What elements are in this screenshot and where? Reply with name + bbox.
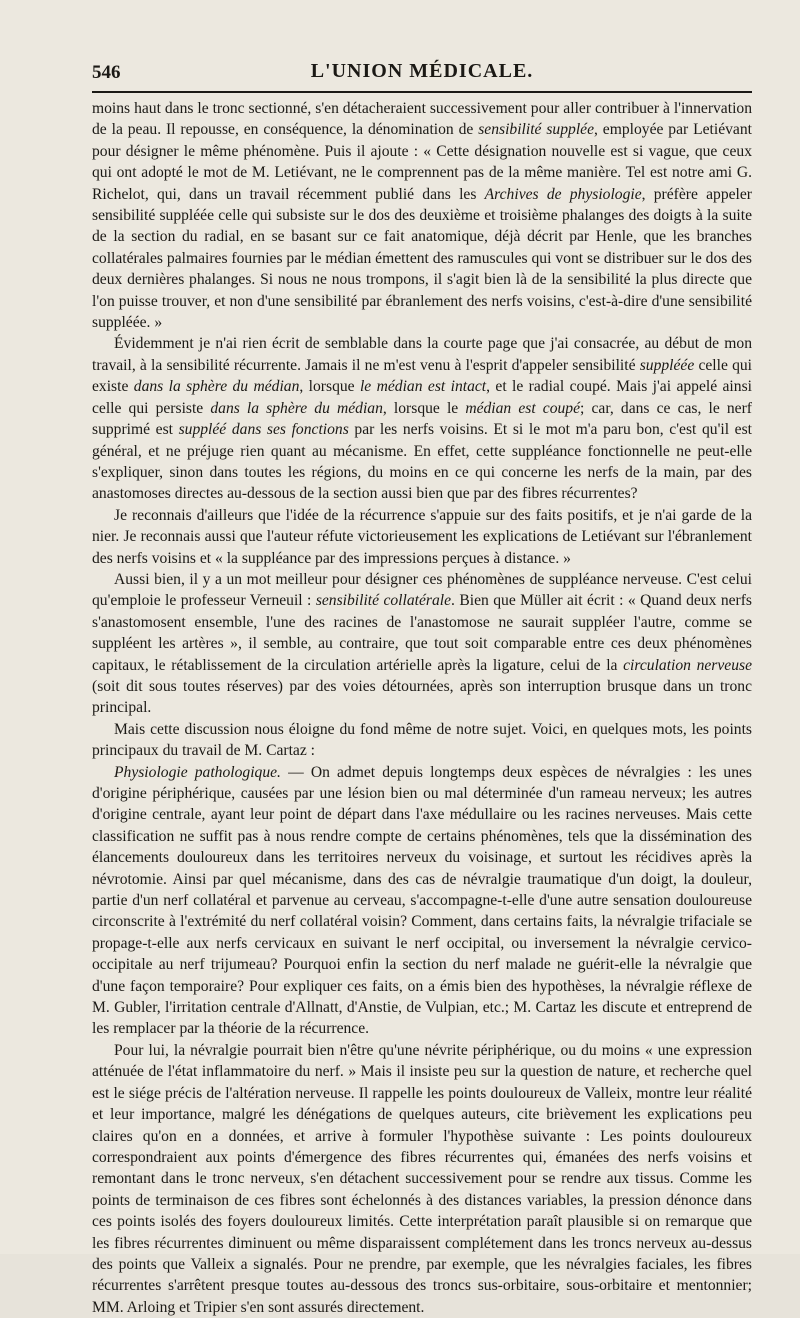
paragraph	[92, 1040, 752, 1318]
text-run: Aussi bien, il y a un mot meilleur pour désigner ces phénomènes de suppléance nerveuse. C'est celui qu'emploie le professeur Verneuil :	[92, 570, 752, 610]
paragraph	[92, 333, 752, 504]
italic-run: dans la sphère du médian	[133, 378, 300, 396]
italic-run: suppléé dans ses fonctions	[178, 421, 349, 439]
text-run: Je reconnais d'ailleurs que l'idée de la récurrence s'appuie sur des faits positifs, et je n'ai garde de la nier. Je reconnais aussi que l'auteur réfute victorieusement les explications de Letiévant sur l'ébranlement des nerfs voisins et « la suppléance par des impressions perçues à distance. »	[92, 506, 752, 567]
header-rule	[92, 91, 752, 93]
paragraph	[92, 98, 752, 333]
paragraph	[92, 762, 752, 1040]
paragraph	[92, 569, 752, 719]
italic-run: suppléée	[639, 356, 695, 374]
paragraph	[92, 719, 752, 762]
text-run: , lorsque	[299, 378, 360, 396]
italic-run: médian est coupé	[465, 399, 581, 417]
text-run: Pour lui, la névralgie pourrait bien n'être qu'une névrite périphérique, ou du moins « une expression atténuée de l'état inflammatoire du nerf. » Mais il insiste peu sur la question de nature, et recherche quel est le siége précis de l'altération nerveuse. Il rappelle les points douloureux de Valleix, montre leur réalité et leur importance, malgré les dénégations de quelques auteurs, cite brièvement les explications peu claires qu'on en a données, et arrive à formuler l'hypothèse suivante : Les points douloureux correspondraient aux points d'émergence des fibres récurrentes qui, émanées des nerfs voisins et remontant dans le tronc nerveux, s'en détachent successivement pour se rendre aux tissus. Comme les points de terminaison de ces fibres sont échelonnés à des distances variables, la pression dénonce dans ces points isolés des foyers douloureux limités. Cette interprétation paraît plausible si on remarque que les fibres récurrentes diminuent ou même disparaissent complétement dans les troncs nerveux au-dessus des points que Valleix a signalés. Pour ne prendre, par exemple, que les névralgies faciales, les fibres récurrentes s'arrêtent presque toutes au-dessous des troncs sus-orbitaire, sous-orbitaire et mentonnier; MM. Arloing et Tripier s'en sont assurés directement.	[92, 1041, 752, 1316]
italic-run: circulation nerveuse	[623, 656, 752, 674]
italic-run: sensibilité collatérale	[315, 592, 452, 610]
page-number: 546	[92, 62, 121, 83]
paragraph	[92, 505, 752, 569]
italic-run: Archives de physiologie	[484, 185, 642, 203]
text-run: moins haut dans le tronc sectionné, s'en détacheraient successivement pour aller contribuer à l'innervation de la peau. Il repousse, en conséquence, la dénomination de	[92, 100, 752, 139]
page-header	[92, 58, 752, 88]
text-run: . Bien que Müller ait écrit : « Quand deux nerfs s'anastomosent ensemble, l'une des racines de l'anastomose ne saurait suppléer l'autre, comme se suppléent les artères », il semble, au contraire, que tout soit comparable entre ces deux phénomènes capitaux, le rétablissement de la circulation artérielle après la ligature, celui de la	[92, 592, 752, 674]
text-run: , et le radial coupé. Mais j'ai appelé ainsi celle qui persiste	[92, 378, 752, 417]
text-run: , lorsque le	[382, 399, 466, 417]
italic-run: Physiologie pathologique.	[114, 763, 281, 781]
italic-run: le médian est intact	[359, 378, 487, 396]
running-title: L'UNION MÉDICALE.	[310, 60, 534, 82]
text-run: par les nerfs voisins. Et si le mot m'a paru bon, c'est qu'il est général, et ne préjuge rien quant au mécanisme. En effet, cette suppléance fonctionnelle ne peut-elle s'expliquer, sinon dans toutes les régions, du moins en ce qui concerne les nerfs de la main, par des anastomoses directes au-dessous de la section aussi bien que par des fibres récurrentes?	[92, 421, 752, 503]
text-run: ; car, dans ce cas, le nerf supprimé est	[92, 399, 752, 439]
text-run: , préfère appeler sensibilité suppléée celle qui subsiste sur le dos des deuxième et troisième phalanges des doigts à la suite de la section du radial, en se basant sur ce fait anatomique, déjà décrit par Henle, que les branches collatérales palmaires fournies par le médian émettent des ramuscules qui vont se distribuer sur le dos des deux dernières phalanges. Si nous ne nous trompons, il s'agit bien là de la sensibilité la plus directe que l'on puisse trouver, et non d'une sensibilité par ébranlement des nerfs voisins, c'est-à-dire d'une sensibilité suppléée. »	[92, 185, 752, 332]
text-run: Mais cette discussion nous éloigne du fond même de notre sujet. Voici, en quelques mots, les points principaux du travail de M. Cartaz :	[92, 720, 752, 760]
text-run: (soit dit sous toutes réserves) par des voies détournées, après son interruption brusque dans un tronc principal.	[92, 677, 752, 717]
text-run: — On admet depuis longtemps deux espèces de névralgies : les unes d'origine périphérique, causées par une lésion bien ou mal déterminée d'un rameau nerveux; les autres d'origine centrale, ayant leur point de départ dans l'axe médullaire ou les racines nerveuses. Mais cette classification ne suffit pas à nous rendre compte de certains phénomènes, tels que la dissémination des élancements douloureux dans les territoires nerveux du voisinage, et surtout les récidives après la névrotomie. Ainsi par quel mécanisme, dans des cas de névralgie traumatique d'un doigt, la douleur, partie d'un nerf collatéral et parvenue au cerveau, s'accompagne-t-elle d'une autre sensation douloureuse circonscrite à l'extrémité du nerf collatéral voisin? Comment, dans certains faits, la névralgie trifaciale se propage-t-elle aux nerfs cervicaux en suivant le nerf occipital, ou inversement la névralgie cervico-occipitale au nerf trijumeau? Pourquoi enfin la section du nerf malade ne guérit-elle la névralgie que d'une façon temporaire? Pour expliquer ces faits, on a émis bien des hypothèses, la névralgie réflexe de M. Gubler, l'irritation centrale d'Allnatt, d'Anstie, de Vulpian, etc.; M. Cartaz les discute et entreprend de les remplacer par la théorie de la récurrence.	[92, 763, 752, 1038]
text-run: , employée par Letiévant pour désigner le même phénomène. Puis il ajoute : « Cette désignation nouvelle est si vague, que ceux qui ont adopté le mot de M. Letiévant, ne le comprennent pas de la même manière. Tel est notre ami G. Richelot, qui, dans un travail récemment publié dans les	[92, 121, 752, 203]
article-body	[92, 98, 752, 1316]
italic-run: dans la sphère du médian	[210, 399, 383, 417]
text-run: celle qui existe	[92, 356, 752, 396]
italic-run: sensibilité supplée	[478, 121, 594, 139]
text-run: Évidemment je n'ai rien écrit de semblable dans la courte page que j'ai consacrée, au début de mon travail, à la sensibilité récurrente. Jamais il ne m'est venu à l'esprit d'appeler sensibilité	[92, 335, 752, 374]
